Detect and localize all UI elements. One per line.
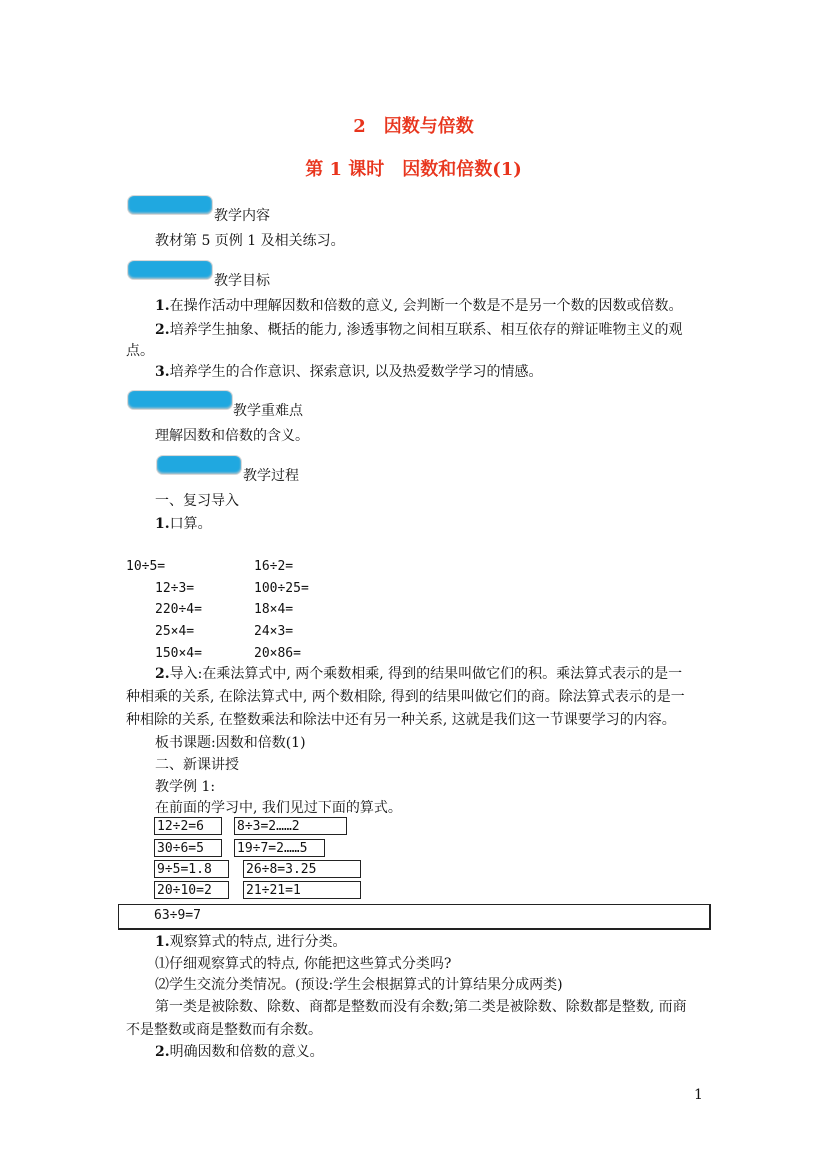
calc-right-4: 24×3= <box>254 624 294 639</box>
section-label-key: 教学重难点 <box>233 403 303 419</box>
section-badge-goals <box>128 261 212 279</box>
oral-heading <box>155 514 212 534</box>
goal-2 <box>155 320 683 340</box>
calc-left-2: 12÷3= <box>155 581 195 596</box>
calc-left-3: 220÷4= <box>155 602 202 617</box>
expr-box: 21÷21=1 <box>243 881 361 899</box>
expr-box: 9÷5=1.8 <box>154 860 229 878</box>
section-badge-key <box>128 391 232 409</box>
goal-2-number: 2. <box>155 322 170 338</box>
calc-right-1: 16÷2= <box>254 559 294 574</box>
calc-right-5: 20×86= <box>254 646 301 661</box>
intro-line-2: 种相乘的关系, 在除法算式中, 两个数相除, 得到的结果叫做它们的商。除法算式表示的是一 <box>126 689 685 705</box>
calc-right-2: 100÷25= <box>254 581 309 596</box>
expr-box: 30÷6=5 <box>154 839 222 857</box>
board-title: 板书课题:因数和倍数(1) <box>155 735 306 751</box>
section-label-content: 教学内容 <box>214 208 270 224</box>
section-label-goals: 教学目标 <box>214 273 270 289</box>
expr-box-wide: 63÷9=7 <box>118 904 711 930</box>
goal-1-text: 在操作活动中理解因数和倍数的意义, 会判断一个数是不是另一个数的因数或倍数。 <box>169 298 683 314</box>
example-heading: 教学例 1: <box>155 779 216 795</box>
goal-2-cont: 点。 <box>126 343 154 359</box>
section-badge-process <box>157 456 241 474</box>
section-badge-content <box>128 196 212 214</box>
calc-right-3: 18×4= <box>254 602 294 617</box>
goal-1 <box>155 296 683 316</box>
calc-left-5: 150×4= <box>155 646 202 661</box>
goal-1-number: 1. <box>155 298 170 314</box>
expr-box: 19÷7=2……5 <box>234 839 325 857</box>
obs-number: 1. <box>155 934 170 950</box>
goal-2-text: 培养学生抽象、概括的能力, 渗透事物之间相互联系、相互依存的辩证唯物主义的观 <box>169 322 683 338</box>
key-text: 理解因数和倍数的含义。 <box>155 428 309 444</box>
meaning-number: 2. <box>155 1044 170 1060</box>
goal-3-text: 培养学生的合作意识、探索意识, 以及热爱数学学习的情感。 <box>169 364 543 380</box>
question-1: ⑴仔细观察算式的特点, 你能把这些算式分类吗? <box>155 956 452 972</box>
meaning-text: 明确因数和倍数的意义。 <box>169 1044 324 1060</box>
part-1-heading: 一、复习导入 <box>155 493 239 509</box>
classify-line-1: 第一类是被除数、除数、商都是整数而没有余数;第二类是被除数、除数都是整数, 而商 <box>155 999 687 1015</box>
intro-line-1 <box>155 664 682 684</box>
goal-3-number: 3. <box>155 364 170 380</box>
question-2: ⑵学生交流分类情况。(预设:学生会根据算式的计算结果分成两类) <box>155 977 563 993</box>
classify-line-2: 不是整数或商是整数而有余数。 <box>126 1022 322 1038</box>
obs-text: 观察算式的特点, 进行分类。 <box>169 934 347 950</box>
expr-box: 26÷8=3.25 <box>243 860 361 878</box>
intro-line-3: 种相除的关系, 在整数乘法和除法中还有另一种关系, 这就是我们这一节课要学习的内容。 <box>126 712 676 728</box>
section-label-process: 教学过程 <box>243 468 299 484</box>
goal-3 <box>155 362 543 382</box>
oral-text: 口算。 <box>169 516 212 532</box>
intro-text-1: 导入:在乘法算式中, 两个乘数相乘, 得到的结果叫做它们的积。乘法算式表示的是一 <box>169 666 683 682</box>
intro-number: 2. <box>155 666 170 682</box>
obs-heading <box>155 932 347 952</box>
part-2-heading: 二、新课讲授 <box>155 757 239 773</box>
chapter-title: 2 因数与倍数 <box>353 116 474 137</box>
calc-left-1: 10÷5= <box>126 559 166 574</box>
meaning-heading <box>155 1042 324 1062</box>
page-number: 1 <box>694 1087 703 1103</box>
expr-box: 8÷3=2……2 <box>234 817 347 835</box>
lesson-title: 第 1 课时 因数和倍数(1) <box>305 159 522 180</box>
oral-number: 1. <box>155 516 170 532</box>
example-intro: 在前面的学习中, 我们见过下面的算式。 <box>155 800 402 816</box>
expr-box: 20÷10=2 <box>154 881 229 899</box>
content-text: 教材第 5 页例 1 及相关练习。 <box>155 233 345 249</box>
expr-box: 12÷2=6 <box>154 817 222 835</box>
calc-left-4: 25×4= <box>155 624 195 639</box>
